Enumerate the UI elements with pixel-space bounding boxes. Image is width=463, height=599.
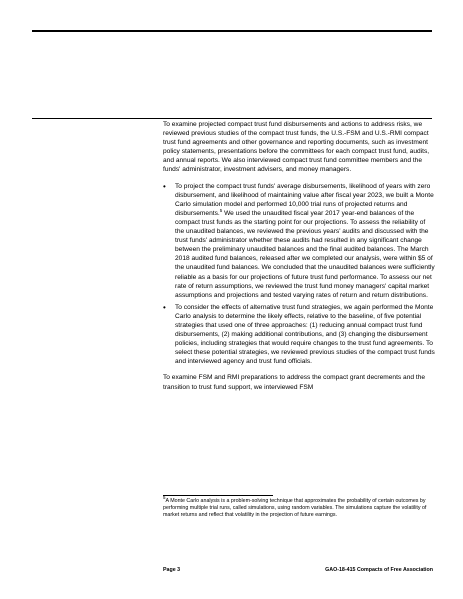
- method-item-monte-carlo: [163, 182, 435, 300]
- bullet-2-text: To consider the effects of alternative trust fund strategies, we again performed the Monte Carlo analysis to determine the likely effects, relative to the baseline, of five potential strategies that used one of three approaches: (1) reducing annual compact trust fund disbursements, (2) making additional contributions, and (3) changing the disbursement policies, including strategies that would require changes to the trust fund agreements. To select these potential strategies, we reviewed previous studies of the compact trust funds and interviewed agency and trust fund officials.: [175, 303, 435, 366]
- bullet-icon: •: [163, 181, 166, 191]
- section-rule: [32, 118, 432, 119]
- footnote-text: A Monte Carlo analysis is a problem-solving technique that approximates the probability of certain outcomes by performing multiple trial runs, called simulations, using random variables. The simulations capture the volatility of market returns and reflect that volatility in the projection of future earnings.: [163, 498, 427, 519]
- bullet-icon: •: [163, 302, 166, 312]
- method-item-alternative-strategies: [163, 303, 435, 367]
- footnote-number: 5: [163, 495, 166, 501]
- body-text: [163, 120, 435, 399]
- footnote-reference: 5: [219, 207, 223, 213]
- header-rule: [32, 30, 432, 32]
- intro-paragraph: To examine projected compact trust fund disbursements and actions to address risks, we reviewed previous studies of the compact trust funds, the U.S.-FSM and U.S.-RMI compact trust fund agreements and other governance and reporting documents, such as investment policy statements, presentations before the committees for each compact trust fund, audits, and annual reports. We also interviewed compact trust fund committee members and the funds' administrator, investment advisers, and money managers.: [163, 121, 430, 174]
- page-number: Page 3: [163, 567, 181, 573]
- closing-paragraph: To examine FSM and RMI preparations to address the compact grant decrements and the transition to trust fund support, we interviewed FSM: [163, 374, 426, 391]
- bullet-1-text-b: We used the unaudited fiscal year 2017 year-end balances of the compact trust funds as the starting point for our projections. To assess the reliability of the unaudited balances, we reviewed the previous years' audits and discussed with the trust funds' administrator whether these audits had resulted in any significant change between the preliminary unaudited balances and the final audited balances. The March 2018 audited fund balances, released after we completed our analysis, were within $5 of the unaudited fund balances. We concluded that the unaudited balances were sufficiently reliable as a basis for our projections of future trust fund performance. To assess our net rate of return assumptions, we reviewed the trust fund money managers' capital market assumptions and projections and tested varying rates of return and return distributions.: [175, 209, 435, 299]
- report-identifier: GAO-18-415 Compacts of Free Association: [325, 567, 433, 573]
- footnote-rule: [163, 495, 273, 496]
- footnote: [163, 495, 435, 520]
- method-list: [163, 182, 435, 367]
- bullet-1-text-a: To project the compact trust funds' average disbursements, likelihood of years with zero disbursement, and likelihood of maintaining value after fiscal year 2023, we built a Monte Carlo simulation model and performed 10,000 trial runs of projected returns and disbursements.: [175, 182, 434, 217]
